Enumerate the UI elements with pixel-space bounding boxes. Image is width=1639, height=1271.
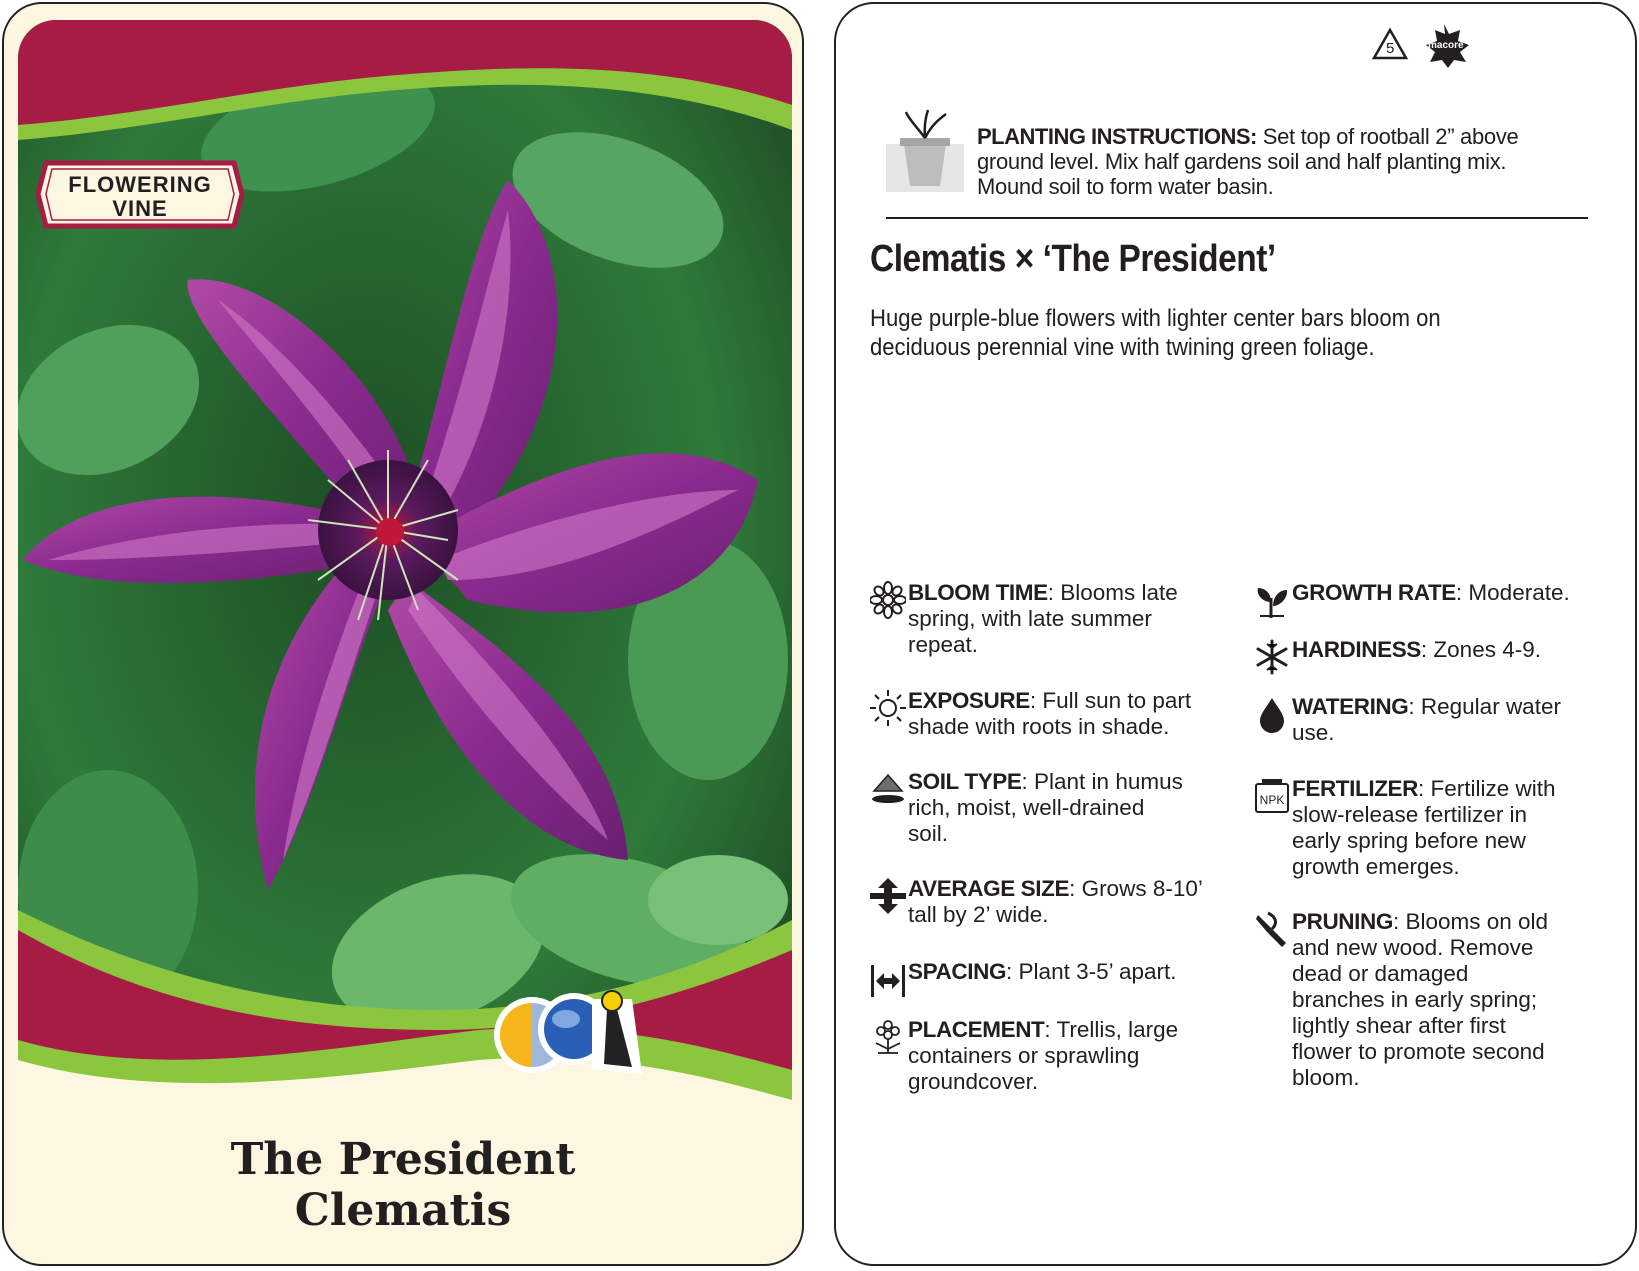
soil-type-line-2: rich, moist, well-drained: [908, 795, 1145, 820]
pruning-line-3: dead or damaged: [1292, 961, 1469, 986]
fertilizer-label: FERTILIZER: [1292, 776, 1418, 801]
recycle-number: 5: [1386, 40, 1395, 57]
fertilizer-line-2: slow-release fertilizer in: [1292, 802, 1528, 827]
placement-line-1: : Trellis, large: [1044, 1017, 1179, 1042]
soil-type-line-3: soil.: [908, 821, 949, 846]
planting-instructions-label: PLANTING INSTRUCTIONS:: [977, 124, 1257, 149]
plant-tag-back: [834, 2, 1637, 1266]
bloom-time-line-1: : Blooms late: [1047, 580, 1178, 605]
pruners-icon: [1254, 909, 1290, 949]
hardiness-line-1: : Zones 4-9.: [1420, 637, 1541, 662]
growth-rate-line-1: : Moderate.: [1455, 580, 1570, 605]
pruning-line-1: : Blooms on old: [1392, 909, 1549, 934]
flower-icon: [870, 580, 906, 620]
watering-line-1: : Regular water: [1408, 694, 1561, 719]
macore-logo-text: macore: [1428, 40, 1464, 51]
plant-common-name: [4, 1134, 802, 1236]
npk-icon: [1254, 776, 1290, 816]
snowflake-icon: [1254, 637, 1290, 677]
planting-line-3: Mound soil to form water basin.: [977, 174, 1274, 199]
pruning-line-4: branches in early spring;: [1292, 987, 1538, 1012]
plant-description: [870, 304, 1542, 362]
category-badge: [34, 157, 246, 232]
exposure-line-2: shade with roots in shade.: [908, 714, 1170, 739]
water-drop-icon: [1254, 694, 1290, 734]
watering-line-2: use.: [1292, 720, 1335, 745]
pruning-line-6: flower to promote second: [1292, 1039, 1545, 1064]
logo-group: [1372, 22, 1482, 68]
sun-icon: [870, 688, 906, 728]
spacing-icon: [870, 959, 906, 999]
recycle-5-icon: [1374, 30, 1406, 58]
plant-tag-front: [2, 2, 804, 1266]
placement-icon: [870, 1017, 906, 1057]
watering-label: WATERING: [1292, 694, 1409, 719]
pot-icon: [886, 108, 964, 198]
soil-type-label: SOIL TYPE: [908, 769, 1022, 794]
average-size-line-1: : Grows 8-10’: [1069, 876, 1203, 901]
description-line-1: Huge purple-blue flowers with lighter center bars bloom on: [870, 305, 1441, 332]
bloom-time-label: BLOOM TIME: [908, 580, 1048, 605]
planting-line-1: Set top of rootball 2” above: [1262, 124, 1519, 149]
growth-rate-label: GROWTH RATE: [1292, 580, 1456, 605]
bloom-time-line-2: spring, with late summer: [908, 606, 1152, 631]
macore-logo: [1426, 24, 1469, 68]
average-size-label: AVERAGE SIZE: [908, 876, 1070, 901]
pruning-line-5: lightly shear after first: [1292, 1013, 1506, 1038]
height-icon: [870, 876, 906, 916]
average-size-line-2: tall by 2’ wide.: [908, 902, 1049, 927]
badge-line-2: VINE: [112, 196, 168, 221]
fertilizer-line-1: : Fertilize with: [1418, 776, 1556, 801]
divider: [886, 217, 1588, 219]
pruning-label: PRUNING: [1292, 909, 1393, 934]
npk-text: NPK: [1259, 793, 1285, 807]
planting-line-2: ground level. Mix half gardens soil and half planting mix.: [977, 149, 1507, 174]
exposure-line-1: : Full sun to part: [1029, 688, 1192, 713]
placement-line-3: groundcover.: [908, 1069, 1039, 1094]
placement-line-2: containers or sprawling: [908, 1043, 1140, 1068]
planting-instructions-text: [977, 124, 1577, 199]
planting-instructions: [886, 108, 1596, 204]
description-line-2: deciduous perennial vine with twining green foliage.: [870, 334, 1375, 361]
hardiness-label: HARDINESS: [1292, 637, 1421, 662]
exposure-label: EXPOSURE: [908, 688, 1030, 713]
botanical-title: Clematis × ‘The President’: [870, 238, 1276, 280]
soil-icon: [870, 769, 906, 809]
fertilizer-line-4: growth emerges.: [1292, 854, 1460, 879]
badge-line-1: FLOWERING: [68, 172, 212, 197]
placement-label: PLACEMENT: [908, 1017, 1045, 1042]
pruning-line-7: bloom.: [1292, 1065, 1360, 1090]
pruning-line-2: and new wood. Remove: [1292, 935, 1534, 960]
fertilizer-line-3: early spring before new: [1292, 828, 1526, 853]
sprout-icon: [1254, 580, 1290, 620]
plant-name-line-2: Clematis: [294, 1185, 512, 1236]
spacing-line-1: : Plant 3-5’ apart.: [1006, 959, 1177, 984]
soil-type-line-1: : Plant in humus: [1021, 769, 1183, 794]
spacing-label: SPACING: [908, 959, 1007, 984]
bloom-time-line-3: repeat.: [908, 632, 979, 657]
quick-icons: [492, 979, 648, 1089]
plant-name-line-1: The President: [230, 1134, 576, 1185]
